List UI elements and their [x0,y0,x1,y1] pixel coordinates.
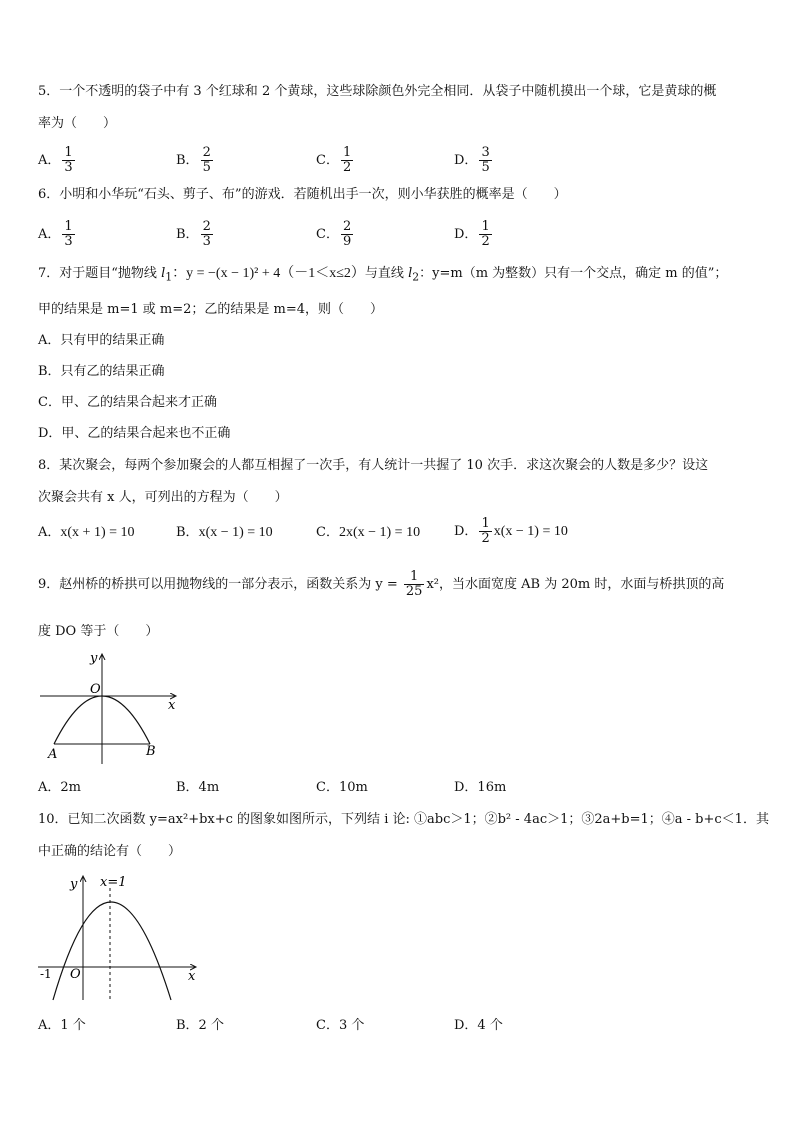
q9-option-b[interactable]: B．4m [176,780,220,795]
numerator: 1 [64,145,73,160]
x-axis-label: x [188,969,196,984]
option-label: C． [316,525,339,540]
q8-option-b[interactable] [176,523,273,543]
numerator: 1 [342,145,352,160]
x-axis-label: x [168,698,176,713]
fraction [341,220,353,249]
option-label: D． [454,227,478,242]
q7-option-b[interactable]: B．只有乙的结果正确 [38,364,165,379]
q7-option-d[interactable]: D．甲、乙的结果合起来也不正确 [38,426,231,441]
numerator: 1 [481,516,490,531]
numerator: 1 [481,219,490,234]
fraction [201,220,213,249]
option-formula: x(x + 1) = 10 [60,525,135,540]
fraction [62,146,74,175]
q6-option-c[interactable] [316,220,355,249]
numerator: 1 [64,219,73,234]
denominator: 25 [405,584,423,599]
q10-option-b[interactable]: B．2 个 [176,1018,224,1033]
q10-option-d[interactable]: D．4 个 [454,1018,503,1033]
q9-prefix: 9．赵州桥的桥拱可以用抛物线的一部分表示，函数关系为 y = [38,577,402,592]
q6-option-a[interactable] [38,220,77,249]
q8-option-c[interactable] [316,523,420,543]
fraction [201,146,213,175]
q9-stem-line1 [38,570,724,599]
option-label: A． [38,153,61,168]
l1-subscript: 1 [165,270,173,284]
fraction [62,220,74,249]
q7-option-a[interactable]: A．只有甲的结果正确 [38,333,165,348]
y-axis-label: y [70,877,78,892]
denominator: 3 [64,160,73,175]
q10-quadratic-graph [36,868,206,1008]
option-label: C． [316,153,339,168]
option-label: C． [316,227,339,242]
l1-symbol: l [161,266,166,281]
q5-option-d[interactable] [454,146,494,175]
y-axis-label: y [90,651,98,666]
option-label: A． [38,525,61,540]
q5-option-c[interactable] [316,146,355,175]
q10-stem-line1: 10．已知二次函数 y=ax²+bx+c 的图象如图所示，下列结 i 论: ①abc＞1；②b² - 4ac＞1；③2a+b=1；④a - b+c＜1．其 [38,812,769,827]
l2-symbol: l [408,266,413,281]
denominator: 5 [202,160,211,175]
option-formula: x(x − 1) = 10 [493,524,568,539]
numerator: 3 [481,145,490,160]
option-label: A． [38,227,61,242]
q9-option-a[interactable]: A．2m [38,780,81,795]
denominator: 2 [481,531,490,546]
fraction [479,220,491,249]
numerator: 2 [202,145,211,160]
numerator: 2 [202,219,211,234]
fraction [404,570,425,599]
denominator: 2 [342,160,352,175]
q7-mid: 与直线 [364,266,409,281]
q10-option-c[interactable]: C．3 个 [316,1018,365,1033]
q7-option-c[interactable]: C．甲、乙的结果合起来才正确 [38,395,217,410]
option-label: D． [454,153,478,168]
option-label: B． [176,525,199,540]
q6-option-d[interactable] [454,220,494,249]
symmetry-axis-label: x=1 [100,875,127,890]
denominator: 2 [481,234,490,249]
origin-label: O [90,682,101,697]
denominator: 5 [481,160,490,175]
q5-stem-line1: 5．一个不透明的袋子中有 3 个红球和 2 个黄球，这些球除颜色外完全相同．从袋子中随机摸出一个球，它是黄球的概 [38,84,717,99]
option-label: D． [454,524,478,539]
denominator: 3 [64,234,73,249]
q9-parabola-graph [38,646,188,766]
point-a-label: A [48,747,58,762]
q9-suffix: x²，当水面宽度 AB 为 20m 时，水面与桥拱顶的高 [426,577,725,592]
q7-prefix: 7．对于题目“抛物线 [38,266,162,281]
q5-stem-line2: 率为（ ） [38,116,117,131]
q10-stem-line2: 中正确的结论有（ ） [38,844,182,859]
q8-option-a[interactable] [38,523,135,543]
q8-option-d[interactable] [454,517,568,546]
q8-stem-line1: 8．某次聚会，每两个参加聚会的人都互相握了一次手，有人统计一共握了 10 次手．求这次聚会的人数是多少？设这 [38,458,709,473]
q7-stem-line1 [38,264,727,288]
q7-formula: ：y = −(x − 1)² + 4（－1＜x≤2） [172,266,365,281]
q5-option-a[interactable] [38,146,77,175]
option-label: B． [176,153,199,168]
q9-option-d[interactable]: D．16m [454,780,507,795]
q5-option-b[interactable] [176,146,215,175]
origin-label: O [70,967,81,982]
q8-stem-line2: 次聚会共有 x 人，可列出的方程为（ ） [38,490,288,505]
q9-stem-line2: 度 DO 等于（ ） [38,624,159,639]
option-formula: x(x − 1) = 10 [198,525,273,540]
q7-end: ：y=m（m 为整数）只有一个交点，确定 m 的值”； [419,266,728,281]
point-b-label: B [146,744,156,759]
q10-option-a[interactable]: A．1 个 [38,1018,86,1033]
q6-stem-line1: 6．小明和小华玩“石头、剪子、布”的游戏．若随机出手一次，则小华获胜的概率是（ ） [38,187,567,202]
denominator: 3 [202,234,211,249]
numerator: 1 [404,570,425,585]
q6-option-b[interactable] [176,220,215,249]
numerator: 2 [342,219,352,234]
denominator: 9 [342,234,352,249]
parabola-curve [53,902,171,1000]
q7-stem-line2: 甲的结果是 m=1 或 m=2；乙的结果是 m=4，则（ ） [38,302,384,317]
fraction [479,146,491,175]
option-label: B． [176,227,199,242]
neg-one-label: -1 [40,967,52,981]
l2-subscript: 2 [412,270,420,284]
fraction [341,146,353,175]
option-formula: 2x(x − 1) = 10 [338,525,421,540]
fraction [479,517,491,546]
q9-option-c[interactable]: C．10m [316,780,368,795]
